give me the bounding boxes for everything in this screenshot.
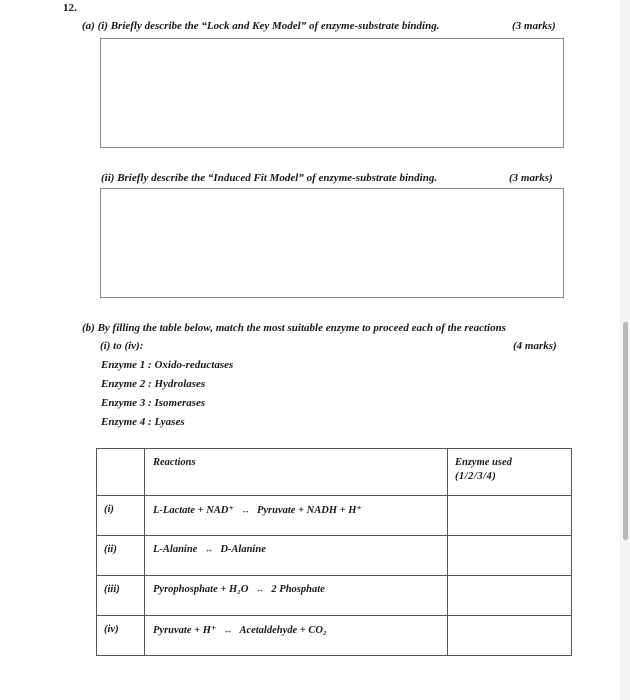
- equilibrium-arrow-icon: ↔: [223, 625, 233, 635]
- header-reactions: Reactions: [145, 449, 448, 496]
- row-label: (i): [97, 496, 145, 536]
- reaction-right: Pyruvate + NADH + H⁺: [256, 505, 362, 516]
- vertical-scrollbar[interactable]: [623, 322, 628, 540]
- answer-box-a-i[interactable]: [100, 38, 564, 148]
- equilibrium-arrow-icon: ↔: [255, 584, 265, 594]
- part-a-ii-marks: (3 marks): [509, 172, 553, 184]
- reaction-left: Pyrophosphate + H₂O: [153, 584, 249, 595]
- reaction-cell: [145, 576, 448, 616]
- reaction-left: L-Lactate + NAD⁺: [153, 505, 234, 516]
- part-a-i-prompt: (a) (i) Briefly describe the “Lock and Key Model” of enzyme-substrate binding.: [82, 20, 440, 32]
- header-enzyme-line2: (1/2/3/4): [455, 471, 497, 482]
- table-header-row: [97, 449, 572, 496]
- enzyme-4-label: Enzyme 4 : Lyases: [101, 416, 185, 428]
- equilibrium-arrow-icon: ↔: [204, 544, 214, 554]
- row-label: (iv): [97, 616, 145, 656]
- part-b-prompt-line2: (i) to (iv):: [100, 340, 144, 352]
- table-row: [97, 536, 572, 576]
- enzyme-answer-cell[interactable]: [448, 536, 572, 576]
- header-enzyme-line1: Enzyme used: [455, 457, 512, 468]
- reaction-right: D-Alanine: [220, 544, 266, 555]
- question-number: 12.: [63, 2, 77, 14]
- reaction-left: L-Alanine: [153, 544, 198, 555]
- enzyme-answer-cell[interactable]: [448, 576, 572, 616]
- enzyme-1-label: Enzyme 1 : Oxido-reductases: [101, 359, 234, 371]
- enzyme-2-label: Enzyme 2 : Hydrolases: [101, 378, 206, 390]
- reaction-right: Acetaldehyde + CO₂: [239, 625, 327, 636]
- equilibrium-arrow-icon: ↔: [240, 505, 250, 515]
- reaction-cell: [145, 616, 448, 656]
- header-blank-cell: [97, 449, 145, 496]
- row-label: (ii): [97, 536, 145, 576]
- part-a-ii-prompt: (ii) Briefly describe the “Induced Fit Model” of enzyme-substrate binding.: [101, 172, 438, 184]
- enzyme-3-label: Enzyme 3 : Isomerases: [101, 397, 206, 409]
- part-b-prompt-line1: (b) By filling the table below, match the most suitable enzyme to proceed each of the reactions: [82, 322, 506, 334]
- reaction-left: Pyruvate + H⁺: [153, 625, 217, 636]
- table-row: [97, 616, 572, 656]
- table-row: [97, 576, 572, 616]
- enzyme-answer-cell[interactable]: [448, 616, 572, 656]
- reaction-cell: [145, 496, 448, 536]
- part-a-i-marks: (3 marks): [512, 20, 556, 32]
- table-row: [97, 496, 572, 536]
- reaction-cell: [145, 536, 448, 576]
- part-b-marks: (4 marks): [513, 340, 557, 352]
- row-label: (iii): [97, 576, 145, 616]
- reactions-table: [96, 448, 572, 656]
- header-enzyme-used: [448, 449, 572, 496]
- enzyme-answer-cell[interactable]: [448, 496, 572, 536]
- answer-box-a-ii[interactable]: [100, 188, 564, 298]
- reaction-right: 2 Phosphate: [271, 584, 325, 595]
